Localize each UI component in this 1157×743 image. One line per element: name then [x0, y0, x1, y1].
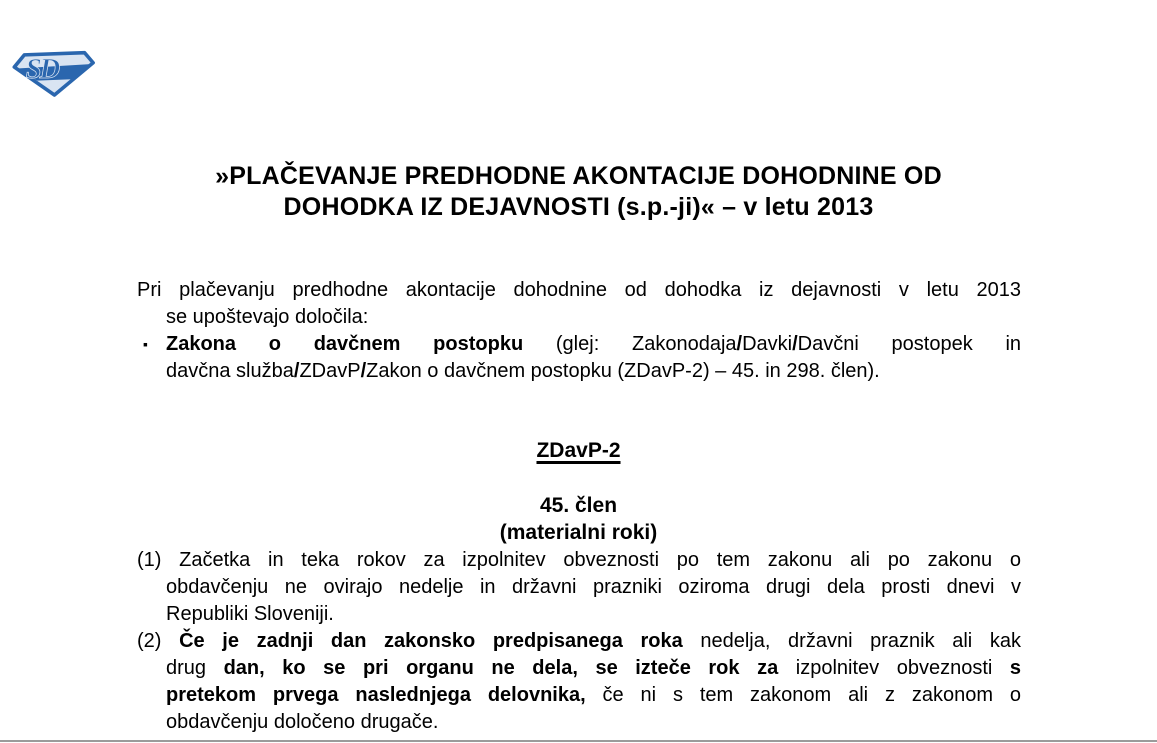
text-line: se upoštevajo določila: [166, 306, 369, 328]
bullet-item-text [137, 331, 1021, 385]
article-paragraph-1 [137, 547, 1021, 628]
text-line: Republiki Sloveniji. [166, 603, 334, 625]
article-paragraph-2 [137, 628, 1021, 736]
text-line: drug dan, ko se pri organu ne dela, se izteče rok za izpolnitev obveznosti s [166, 657, 1021, 679]
article-heading [0, 492, 1157, 546]
article-number: 45. člen [539, 494, 618, 517]
intro-paragraph [137, 277, 1021, 331]
bullet-square-icon: ▪ [143, 336, 148, 352]
page-title [0, 161, 1157, 223]
text-line: pretekom prvega naslednjega delovnika, če ni s tem zakonom ali z zakonom o [166, 684, 1021, 706]
law-heading [0, 437, 1157, 464]
page-title-line-2: DOHODKA IZ DEJAVNOSTI (s.p.-ji)« – v letu 2013 [283, 193, 874, 221]
text-line: Zakona o davčnem postopku (glej: Zakonodaja/Davki/Davčni postopek in [166, 333, 1022, 355]
logo-letters: SD [25, 52, 59, 85]
text-line: (2) Če je zadnji dan zakonsko predpisanega roka nedelja, državni praznik ali kak [137, 630, 1021, 652]
page-title-line-1: »PLAČEVANJE PREDHODNE AKONTACIJE DOHODNINE OD [215, 162, 942, 190]
page-bottom-rule [0, 740, 1157, 742]
text-line: Pri plačevanju predhodne akontacije dohodnine od dohodka iz dejavnosti v letu 2013 [137, 279, 1021, 301]
bullet-item [137, 331, 1021, 385]
text-line: davčna služba/ZDavP/Zakon o davčnem postopku (ZDavP-2) – 45. in 298. člen). [166, 360, 880, 382]
sd-logo [10, 49, 96, 98]
article-subtitle: (materialni roki) [499, 521, 658, 544]
text-line: obdavčenju določeno drugače. [166, 711, 439, 733]
law-heading-text: ZDavP-2 [536, 439, 621, 462]
text-line: obdavčenju ne ovirajo nedelje in državni prazniki oziroma drugi dela prosti dnevi v [166, 576, 1021, 598]
text-line: (1) Začetka in teka rokov za izpolnitev obveznosti po tem zakonu ali po zakonu o [137, 549, 1021, 571]
